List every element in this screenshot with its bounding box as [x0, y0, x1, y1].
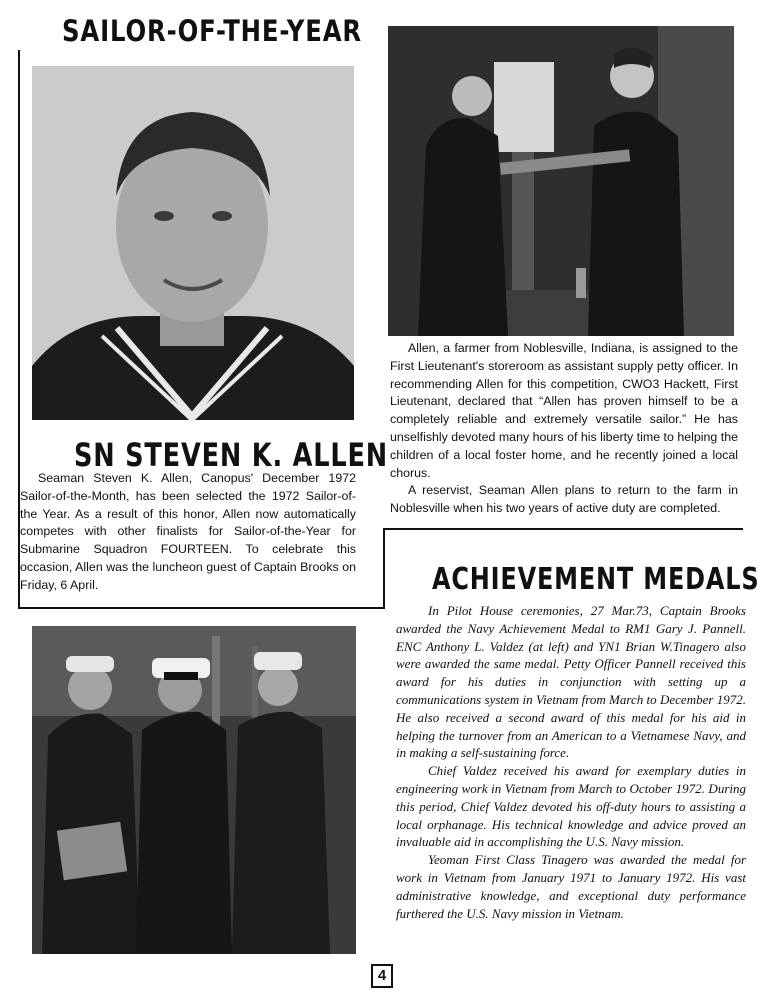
allen-paragraph-2: Allen, a farmer from Noblesville, Indiana, is assigned to the First Lieutenant's storeroom as assistant supply petty officer. In recommending Allen for this competition, CWO3 Hackett, First Lieutenant, declared that “Allen has proven himself to be a completely reliable and extremely versatile sailor.” He has unselfishly devoted many hours of his liberty time to helping the children of a local foster home, and he recently joined a local chorus. [390, 341, 738, 480]
group-photo [32, 626, 356, 954]
allen-paragraph-3: A reservist, Seaman Allen plans to return to the farm in Noblesville when his two years of active duty are completed. [390, 483, 738, 516]
portrait-photo [32, 66, 354, 420]
allen-continued-text [390, 340, 738, 518]
medals-paragraph-2: Chief Valdez received his award for exemplary duties in engineering work in Vietnam from March to October 1972. During this period, Chief Valdez devoted his off-duty hours to assisting a local orphanage. His technical knowledge and advice proved an invaluable aid in accomplishing the U.S. Navy mission. [396, 763, 746, 850]
achievement-medals-title: ACHIEVEMENT MEDALS [432, 562, 760, 597]
left-column-bottom-rule [18, 607, 384, 609]
ceremony-photo [388, 26, 734, 336]
medals-paragraph-1: In Pilot House ceremonies, 27 Mar.73, Captain Brooks awarded the Navy Achievement Medal to RM1 Gary J. Pannell. ENC Anthony L. Valdez (at left) and YN1 Brian W.Tinagero also were awarded the same medal. Petty Officer Pannell received this award for his duties in conjunction with setting up a communications system in Vietnam from March to December 1972. He also received a second award of this medal for his aid in helping the turnover from an American to a Vietnamese Navy, and in making a self-sustaining force. [396, 603, 746, 761]
sailor-name-title: SN STEVEN K. ALLEN [74, 436, 389, 474]
sailor-of-the-year-title: SAILOR-OF-THE-YEAR [62, 14, 363, 48]
medals-article-text [396, 602, 746, 922]
allen-intro-text [20, 470, 356, 595]
medals-paragraph-3: Yeoman First Class Tinagero was awarded the medal for work in Vietnam from January 1971 to January 1972. His vast administrative knowledge, and exceptional duty performance furthered the U.S. Navy mission in Vietnam. [396, 852, 746, 921]
right-section-divider-rule [383, 528, 743, 530]
allen-paragraph-1: Seaman Steven K. Allen, Canopus' December 1972 Sailor-of-the-Month, has been selected the 1972 Sailor-of-the Year. As a result of this honor, Allen now automatically competes with other finalists for Sailor-of-the-Year for Submarine Squadron FOURTEEN. To celebrate this occasion, Allen was the luncheon guest of Captain Brooks on Friday, 6 April. [20, 471, 356, 592]
center-column-rule [383, 528, 385, 609]
page-number: 4 [371, 964, 393, 988]
